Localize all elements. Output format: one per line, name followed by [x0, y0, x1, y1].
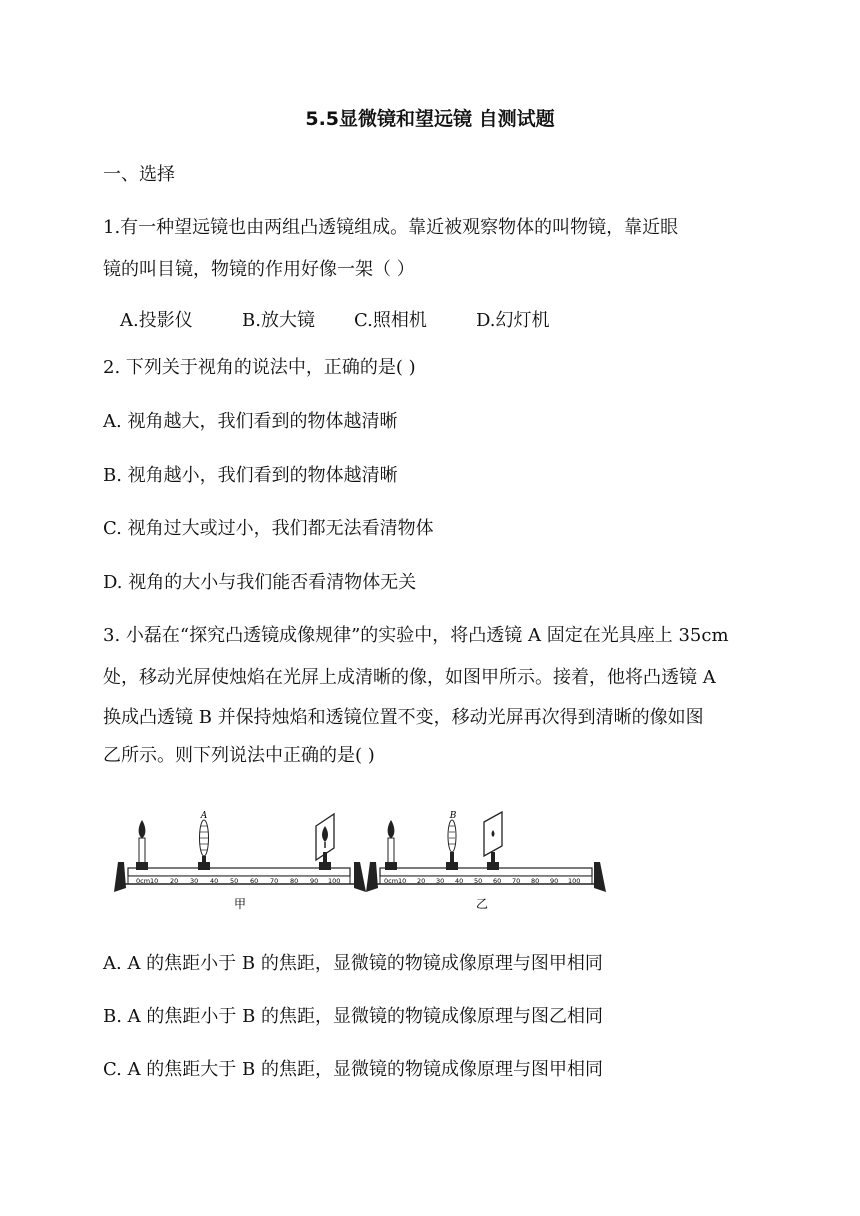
q2-option-d: D. 视角的大小与我们能否看清物体无关 [103, 572, 417, 593]
left-caption: 甲 [234, 897, 247, 911]
q3-stem-line4: 乙所示。则下列说法中正确的是( ) [103, 745, 375, 766]
q1-option-c: C.照相机 [354, 310, 427, 331]
optical-bench-drawing [108, 796, 608, 916]
right-tick: 90 [550, 877, 559, 885]
q2-option-a: A. 视角越大，我们看到的物体越清晰 [103, 411, 398, 432]
right-tick: 40 [455, 877, 464, 885]
q3-option-c: C. A 的焦距大于 B 的焦距，显微镜的物镜成像原理与图甲相同 [103, 1059, 603, 1080]
right-tick: 20 [417, 877, 426, 885]
lens-a-label: A [200, 811, 208, 821]
bench-right [366, 811, 606, 911]
right-tick: 30 [436, 877, 445, 885]
q1-stem-line1: 1.有一种望远镜也由两组凸透镜组成。靠近被观察物体的叫物镜，靠近眼 [103, 217, 679, 238]
q1-stem-line2: 镜的叫目镜，物镜的作用好像一架（ ） [103, 259, 415, 280]
left-scale-zero: 0cm [136, 877, 151, 885]
q3-stem-line1: 3. 小磊在“探究凸透镜成像规律”的实验中，将凸透镜 A 固定在光具座上 35cm [103, 625, 729, 646]
left-tick: 100 [328, 877, 341, 885]
q3-option-b: B. A 的焦距小于 B 的焦距，显微镜的物镜成像原理与图乙相同 [103, 1006, 604, 1027]
optical-bench-figure [108, 796, 608, 916]
left-tick: 30 [190, 877, 199, 885]
right-tick: 10 [398, 877, 407, 885]
q3-option-a: A. A 的焦距小于 B 的焦距，显微镜的物镜成像原理与图甲相同 [103, 953, 603, 974]
left-tick: 40 [210, 877, 219, 885]
left-tick: 20 [170, 877, 179, 885]
q3-stem-line2: 处，移动光屏使烛焰在光屏上成清晰的像，如图甲所示。接着，他将凸透镜 A [103, 667, 716, 688]
right-tick: 80 [531, 877, 540, 885]
q3-stem-line3: 换成凸透镜 B 并保持烛焰和透镜位置不变，移动光屏再次得到清晰的像如图 [103, 707, 704, 728]
left-tick: 10 [150, 877, 159, 885]
q2-option-b: B. 视角越小，我们看到的物体越清晰 [103, 465, 398, 486]
lens-b-label: B [449, 811, 457, 821]
q2-stem: 2. 下列关于视角的说法中，正确的是( ) [103, 357, 416, 378]
right-tick: 50 [474, 877, 483, 885]
q2-option-c: C. 视角过大或过小，我们都无法看清物体 [103, 518, 434, 539]
right-tick: 100 [568, 877, 581, 885]
left-tick: 60 [250, 877, 259, 885]
right-tick: 60 [493, 877, 502, 885]
q1-option-a: A.投影仪 [120, 310, 193, 331]
q1-option-b: B.放大镜 [242, 310, 315, 331]
bench-left [114, 811, 366, 911]
right-tick: 70 [512, 877, 521, 885]
left-tick: 80 [290, 877, 299, 885]
left-tick: 70 [270, 877, 279, 885]
section-heading: 一、选择 [103, 164, 175, 185]
left-tick: 50 [230, 877, 239, 885]
right-scale-zero: 0cm [384, 877, 399, 885]
left-tick: 90 [310, 877, 319, 885]
page-title: 5.5显微镜和望远镜 自测试题 [305, 108, 555, 130]
q1-options [120, 306, 550, 332]
q1-option-d: D.幻灯机 [476, 310, 550, 331]
right-caption: 乙 [476, 897, 489, 911]
